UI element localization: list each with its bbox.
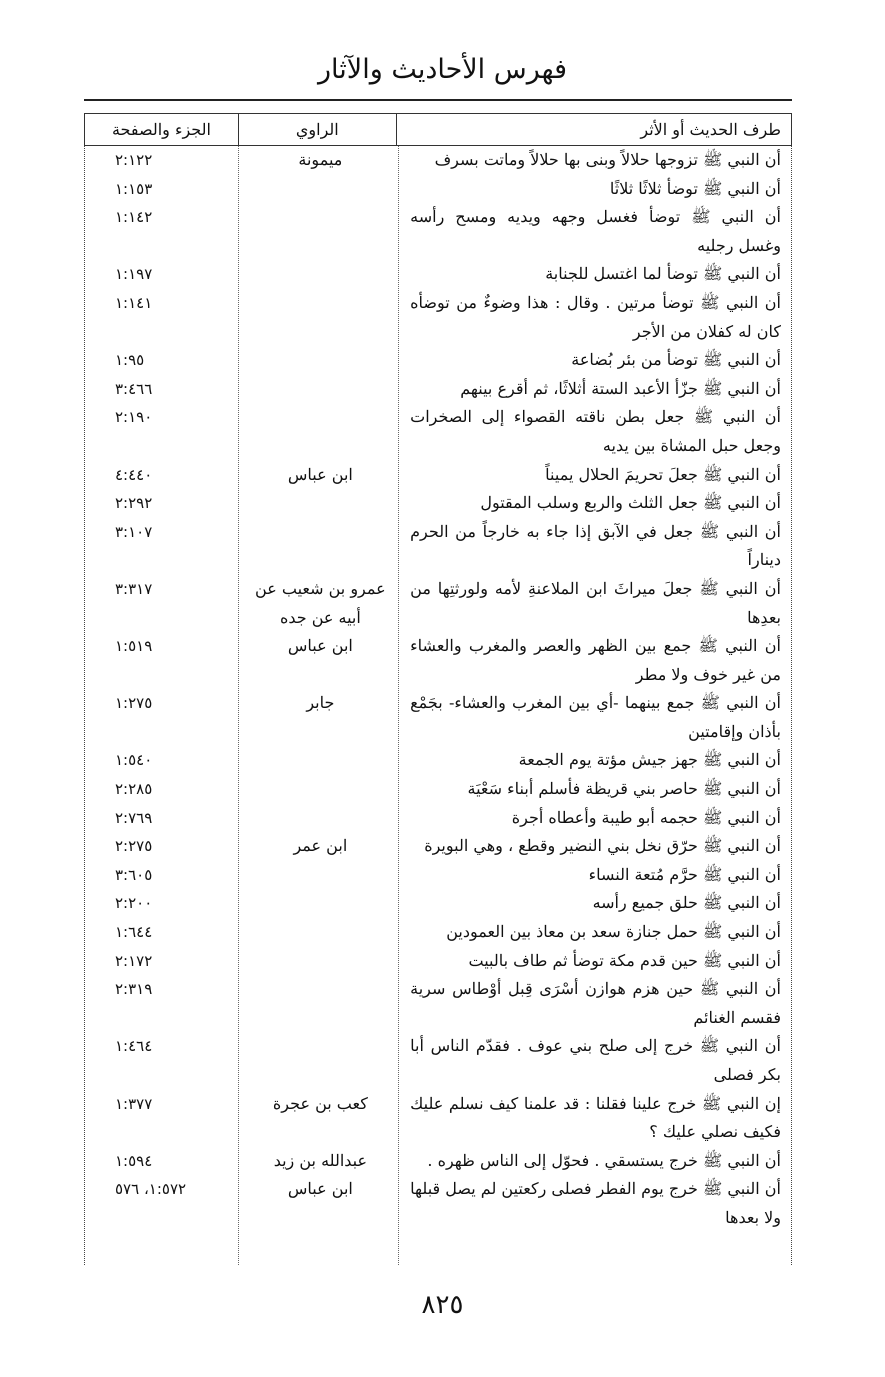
hadith-text: أن النبي ﷺ توضأ فغسل وجهه ويديه ومسح رأسه وغسل رجليه — [410, 207, 781, 255]
hadith-text: أن النبي ﷺ جعلَ ميراثَ ابن الملاعنةِ لأمه ولورثتِها من بعدِها — [410, 578, 781, 627]
hadith-text: أن النبي ﷺ جمع بينهما -أي بين المغرب والعشاء- بجَمْع بأذان وإقامتين — [410, 693, 781, 741]
hadith-text: أن النبي ﷺ حرَّم مُتعة النساء — [588, 864, 781, 884]
hadith-text: أن النبي ﷺ جعل في الآبق إذا جاء به خارجاً من الحرم ديناراً — [410, 521, 781, 570]
narrator — [241, 375, 401, 404]
volume-page: ٣:٦٠٥ — [115, 865, 153, 884]
narrator — [241, 289, 401, 346]
hadith-text: أن النبي ﷺ حمل جنازة سعد بن معاذ بين العمودين — [446, 922, 781, 942]
narrator: كعب بن عجرة — [272, 1093, 368, 1113]
hadith-text: أن النبي ﷺ حين هزم هوازن أسْرَى قِبل أوْطاس سرية فقسم الغنائم — [410, 979, 781, 1027]
table-row — [85, 918, 791, 947]
narrator: ميمونة — [298, 150, 343, 169]
hadith-text: أن النبي ﷺ حلق جميع رأسه — [592, 893, 781, 913]
table-row — [85, 375, 791, 404]
hadith-text: أن النبي ﷺ حين قدم مكة توضأ ثم طاف بالبيت — [468, 950, 781, 970]
table-row — [85, 1175, 791, 1232]
hadith-text: أن النبي ﷺ جعل الثلث والربع وسلب المقتول — [480, 493, 781, 513]
hadith-text: أن النبي ﷺ جهز جيش مؤتة يوم الجمعة — [518, 750, 781, 770]
table-row — [85, 861, 791, 890]
table-row — [85, 889, 791, 918]
table-row — [85, 746, 791, 775]
volume-page: ٢:٧٦٩ — [115, 808, 153, 827]
narrator: ابن عباس — [287, 1179, 353, 1199]
hadith-text: أن النبي ﷺ جزّأ الأعبد الستة أثلاثًا، ثم أقرع بينهم — [460, 378, 781, 398]
table-row — [85, 775, 791, 804]
volume-page: ١:٢٧٥ — [115, 694, 153, 713]
volume-page: ٢:٢٨٥ — [115, 780, 153, 799]
volume-page: ١:٥٧٢، ٥٧٦ — [115, 1180, 187, 1199]
hadith-text: أن النبي ﷺ جعل بطن ناقته القصواء إلى الصخرات وجعل حبل المشاة بين يديه — [410, 407, 781, 455]
table-row — [85, 175, 791, 204]
index-table — [84, 113, 792, 1265]
narrator: عمرو بن شعيب عن أبيه عن جده — [255, 578, 386, 627]
column-header-text: طرف الحديث أو الأثر — [396, 114, 791, 145]
volume-page: ١:١٤١ — [115, 293, 153, 312]
narrator — [241, 175, 401, 204]
table-row — [85, 203, 791, 260]
table-row — [85, 947, 791, 976]
hadith-text: أن النبي ﷺ حاصر بني قريظة فأسلم أبناء سَعْيَة — [467, 779, 781, 799]
column-header-ref: الجزء والصفحة — [111, 120, 211, 139]
table-row — [85, 1090, 791, 1147]
hadith-text: أن النبي ﷺ توضأ مرتين . وقال : هذا وضوءٌ من توضأه كان له كفلان من الأجر — [410, 292, 781, 341]
narrator — [241, 861, 401, 890]
hadith-text: أن النبي ﷺ جعلَ تحريمَ الحلال يميناً — [545, 464, 781, 484]
hadith-text: أن النبي ﷺ خرج إلى صلح بني عوف . فقدّم الناس أبا بكر فصلى — [410, 1036, 781, 1084]
narrator: جابر — [306, 693, 335, 713]
hadith-text: أن النبي ﷺ خرج يستسقي . فحوّل إلى الناس ظهره . — [427, 1150, 781, 1170]
volume-page: ٢:١٢٢ — [115, 151, 153, 169]
column-divider — [398, 146, 399, 1265]
volume-page: ١:٥٤٠ — [115, 751, 153, 770]
narrator — [241, 918, 401, 947]
narrator — [241, 775, 401, 804]
table-row — [85, 346, 791, 375]
narrator — [241, 889, 401, 918]
narrator — [241, 518, 401, 575]
volume-page: ٢:١٩٠ — [115, 408, 153, 427]
volume-page: ١:٦٤٤ — [115, 923, 153, 942]
volume-page: ٢:٢٩٢ — [115, 494, 153, 513]
volume-page: ٢:٢٠٠ — [115, 894, 153, 913]
hadith-text: أن النبي ﷺ توضأ من بئر بُضاعة — [571, 350, 781, 370]
volume-page: ١:٩٥ — [115, 351, 145, 370]
hadith-text: أن النبي ﷺ جمع بين الظهر والعصر والمغرب والعشاء من غير خوف ولا مطر — [410, 636, 781, 684]
hadith-text: إن النبي ﷺ خرج علينا فقلنا : قد علمنا كيف نسلم عليك فكيف نصلي عليك ؟ — [410, 1093, 781, 1142]
narrator — [241, 1032, 401, 1089]
table-row — [85, 804, 791, 833]
hadith-text: أن النبي ﷺ توضأ لما اغتسل للجنابة — [545, 264, 781, 284]
narrator — [241, 975, 401, 1032]
table-row — [85, 632, 791, 689]
table-row — [85, 1032, 791, 1089]
narrator: ابن عمر — [293, 836, 348, 856]
volume-page: ١:١٤٢ — [115, 208, 153, 227]
table-row — [85, 489, 791, 518]
table-row — [85, 975, 791, 1032]
volume-page: ١:٥١٩ — [115, 637, 153, 656]
narrator — [241, 746, 401, 775]
table-row — [85, 689, 791, 746]
narrator: ابن عباس — [287, 636, 353, 656]
table-row — [85, 403, 791, 460]
table-row — [85, 832, 791, 861]
narrator — [241, 489, 401, 518]
volume-page: ٣:١٠٧ — [115, 522, 153, 541]
table-row — [85, 146, 791, 175]
narrator: ابن عباس — [287, 464, 353, 484]
table-row — [85, 575, 791, 632]
volume-page: ١:٥٩٤ — [115, 1151, 153, 1170]
narrator — [241, 403, 401, 460]
hadith-text: أن النبي ﷺ تزوجها حلالاً وبنى بها حلالاً وماتت بسرف — [434, 150, 781, 169]
narrator — [241, 260, 401, 289]
narrator — [241, 203, 401, 260]
volume-page: ١:٣٧٧ — [115, 1094, 153, 1113]
page-number: ٨٢٥ — [421, 1290, 464, 1320]
table-row — [85, 461, 791, 490]
narrator: عبدالله بن زيد — [273, 1150, 368, 1170]
title-rule — [84, 99, 792, 101]
table-row — [85, 260, 791, 289]
volume-page: ١:٤٦٤ — [115, 1037, 153, 1056]
table-row — [85, 518, 791, 575]
volume-page: ١:١٩٧ — [115, 265, 153, 284]
narrator — [241, 346, 401, 375]
hadith-text: أن النبي ﷺ توضأ ثلاثًا ثلاثًا — [609, 178, 781, 198]
volume-page: ٢:٢٧٥ — [115, 837, 153, 856]
table-rows — [85, 146, 791, 1233]
table-row — [85, 289, 791, 346]
table-body — [84, 146, 792, 1265]
column-divider — [238, 146, 239, 1265]
hadith-text: أن النبي ﷺ حرّق نخل بني النضير وقطع ، وهي البويرة — [424, 836, 781, 856]
narrator — [241, 804, 401, 833]
volume-page: ٢:٣١٩ — [115, 980, 153, 999]
hadith-text: أن النبي ﷺ حجمه أبو طيبة وأعطاه أجرة — [511, 807, 781, 827]
narrator — [241, 947, 401, 976]
volume-page: ٤:٤٤٠ — [115, 465, 153, 484]
volume-page: ١:١٥٣ — [115, 179, 153, 198]
volume-page: ٣:٣١٧ — [115, 579, 153, 598]
column-header-narrator: الراوي — [238, 114, 396, 145]
volume-page: ٣:٤٦٦ — [115, 379, 153, 398]
volume-page: ٢:١٧٢ — [115, 951, 153, 970]
table-header — [84, 113, 792, 146]
hadith-text: أن النبي ﷺ خرج يوم الفطر فصلى ركعتين لم يصل قبلها ولا بعدها — [410, 1179, 781, 1227]
page-title: فهرس الأحاديث والآثار — [318, 54, 567, 85]
table-row — [85, 1147, 791, 1176]
